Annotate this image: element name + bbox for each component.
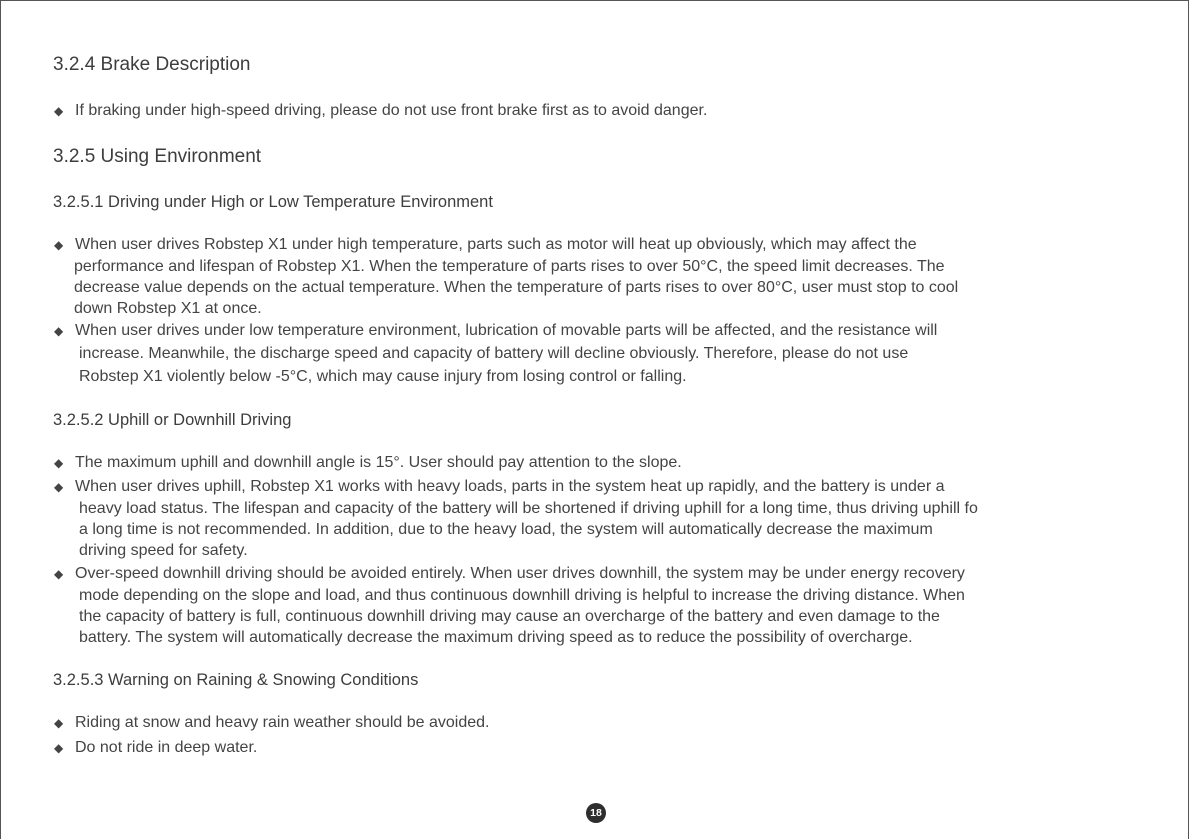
bullet-text: When user drives Robstep X1 under high temperature, parts such as motor will heat up obviously, which may affect the — [75, 236, 917, 253]
subsection-title-weather: 3.2.5.3 Warning on Raining & Snowing Conditions — [53, 671, 419, 689]
subsection-title-temperature: 3.2.5.1 Driving under High or Low Temperature Environment — [53, 193, 493, 211]
bullet-text: Do not ride in deep water. — [75, 739, 258, 756]
bullet-text: The maximum uphill and downhill angle is 15°. User should pay attention to the slope. — [75, 454, 682, 471]
bullet-text: When user drives uphill, Robstep X1 works with heavy loads, parts in the system heat up rapidly, and the battery is under a — [75, 478, 945, 495]
bullet-icon: ◆ — [54, 716, 64, 730]
bullet-text: Over-speed downhill driving should be avoided entirely. When user drives downhill, the system may be under energy recovery — [75, 565, 965, 582]
bullet-text: down Robstep X1 at once. — [74, 300, 262, 317]
subsection-title-slope: 3.2.5.2 Uphill or Downhill Driving — [53, 411, 292, 429]
bullet-text: battery. The system will automatically decrease the maximum driving speed as to reduce the possibility of overcharge. — [79, 629, 913, 646]
section-title-environment: 3.2.5 Using Environment — [53, 146, 262, 167]
bullet-text: heavy load status. The lifespan and capacity of the battery will be shortened if driving uphill for a long time, thus driving uphill fo — [79, 500, 978, 517]
bullet-icon: ◆ — [54, 238, 64, 252]
bullet-icon: ◆ — [54, 567, 64, 581]
bullet-icon: ◆ — [54, 456, 64, 470]
bullet-text: performance and lifespan of Robstep X1. When the temperature of parts rises to over 50°C, the speed limit decreases. The — [74, 258, 945, 275]
bullet-icon: ◆ — [54, 324, 64, 338]
bullet-text: Riding at snow and heavy rain weather should be avoided. — [75, 714, 490, 731]
bullet-icon: ◆ — [54, 104, 64, 118]
page-number-badge: 18 — [586, 803, 606, 823]
bullet-text: the capacity of battery is full, continuous downhill driving may cause an overcharge of the battery and even damage to the — [79, 608, 940, 625]
bullet-text: a long time is not recommended. In addition, due to the heavy load, the system will automatically decrease the maximum — [79, 521, 933, 538]
bullet-text: Robstep X1 violently below -5°C, which may cause injury from losing control or falling. — [79, 368, 687, 385]
bullet-text: increase. Meanwhile, the discharge speed and capacity of battery will decline obviously. Therefore, please do not use — [79, 345, 909, 362]
bullet-text: If braking under high-speed driving, please do not use front brake first as to avoid danger. — [75, 102, 708, 119]
bullet-text: driving speed for safety. — [79, 542, 248, 559]
bullet-icon: ◆ — [54, 741, 64, 755]
bullet-icon: ◆ — [54, 480, 64, 494]
bullet-text: When user drives under low temperature environment, lubrication of movable parts will be affected, and the resistance will — [75, 322, 938, 339]
bullet-text: decrease value depends on the actual temperature. When the temperature of parts rises to over 80°C, user must stop to cool — [74, 279, 959, 296]
section-title-brake: 3.2.4 Brake Description — [53, 54, 251, 75]
bullet-text: mode depending on the slope and load, and thus continuous downhill driving is helpful to increase the driving distance. When — [79, 587, 965, 604]
